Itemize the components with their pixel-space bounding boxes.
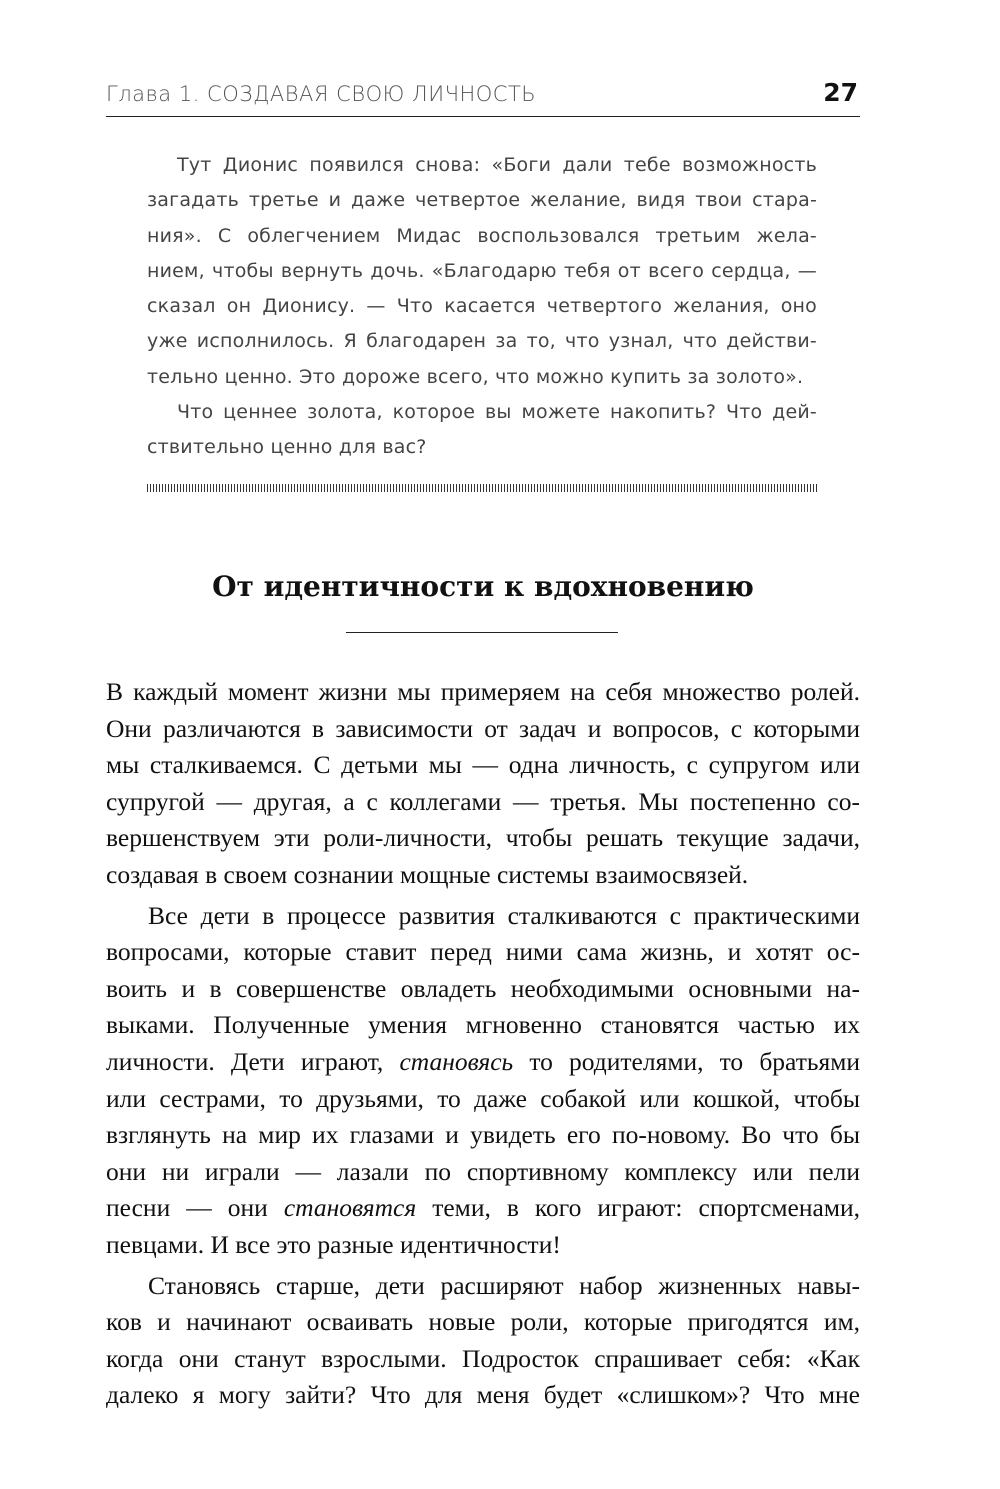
body-line: Они различаются в зависимости от задач и вопросов, с которыми bbox=[106, 713, 860, 743]
section-heading: От идентичности к вдохновению bbox=[212, 570, 754, 603]
story-line: Что ценнее золота, которое вы можете накопить? Что дей- bbox=[177, 401, 817, 424]
story-line: ния». С облегчением Мидас воспользовался третьим жела- bbox=[147, 224, 817, 247]
story-line: Тут Дионис появился снова: «Боги дали тебе возможность bbox=[177, 154, 817, 176]
body-line: далеко я могу зайти? Что для меня будет «слишком»? Что мне bbox=[106, 1380, 860, 1410]
body-line: взглянуть на мир их глазами и увидеть его по-новому. Во что бы bbox=[106, 1120, 860, 1150]
body-line: воить и в совершенстве овладеть необходимыми основными на- bbox=[106, 973, 860, 1003]
body-line: Все дети в процессе развития сталкиваются с практическими bbox=[148, 900, 860, 930]
body-line: мы сталкиваемся. С детьми мы — одна личность, с супругом или bbox=[106, 750, 860, 780]
body-line: они ни играли — лазали по спортивному комплексу или пели bbox=[106, 1156, 860, 1186]
body-line bbox=[106, 1044, 860, 1081]
myth-excerpt bbox=[147, 148, 817, 466]
body-text bbox=[106, 674, 860, 1414]
body-line: супругой — другая, а с коллегами — третья. Мы постепенно со- bbox=[106, 786, 860, 816]
body-line bbox=[106, 1190, 860, 1227]
running-title: Глава 1. СОЗДАВАЯ СВОЮ ЛИЧНОСТЬ bbox=[106, 82, 537, 106]
body-line: выками. Полученные умения мгновенно становятся частью их bbox=[106, 1010, 860, 1040]
body-line: ков и начинают осваивать новые роли, которые пригодятся им, bbox=[106, 1307, 860, 1337]
story-line: нием, чтобы вернуть дочь. «Благодарю тебя от всего сердца, — bbox=[147, 259, 817, 282]
story-line: тельно ценно. Это дороже всего, что можно купить за золото». bbox=[147, 365, 804, 388]
body-line: певцами. И все это разные идентичности! bbox=[106, 1229, 561, 1259]
emphasis: становясь bbox=[399, 1046, 514, 1076]
story-line: загадать третье и даже четвертое желание, видя твои стара- bbox=[147, 189, 817, 212]
dotted-separator bbox=[147, 484, 817, 492]
body-text-run: личности. Дети играют, bbox=[106, 1046, 400, 1076]
body-line: когда они станут взрослыми. Подросток спрашивает себя: «Как bbox=[106, 1343, 860, 1373]
body-text-run: теми, в кого играют: спортсменами, bbox=[416, 1193, 860, 1223]
body-line: Становясь старше, дети расширяют набор жизненных навы- bbox=[148, 1270, 860, 1300]
body-text-run: то родителями, то братьями bbox=[513, 1046, 860, 1076]
body-line: вопросами, которые ставит перед ними сама жизнь, и хотят ос- bbox=[106, 937, 860, 967]
body-line: или сестрами, то друзьями, то даже собакой или кошкой, чтобы bbox=[106, 1083, 860, 1113]
page-number: 27 bbox=[823, 78, 858, 107]
story-line: ствительно ценно для вас? bbox=[147, 436, 427, 459]
body-line: создавая в своем сознании мощные системы взаимосвязей. bbox=[106, 859, 749, 889]
body-line: В каждый момент жизни мы примеряем на себя множество ролей. bbox=[106, 677, 860, 706]
story-line: сказал он Дионису. — Что касается четвертого желания, оно bbox=[147, 295, 817, 318]
heading-underline bbox=[346, 632, 618, 633]
running-header bbox=[106, 76, 860, 117]
body-text-run: песни — они bbox=[106, 1193, 284, 1223]
body-line: вершенствуем эти роли-личности, чтобы решать текущие задачи, bbox=[106, 823, 860, 853]
emphasis: становятся bbox=[283, 1193, 417, 1223]
story-line: уже исполнилось. Я благодарен за то, что узнал, что действи- bbox=[147, 330, 817, 353]
